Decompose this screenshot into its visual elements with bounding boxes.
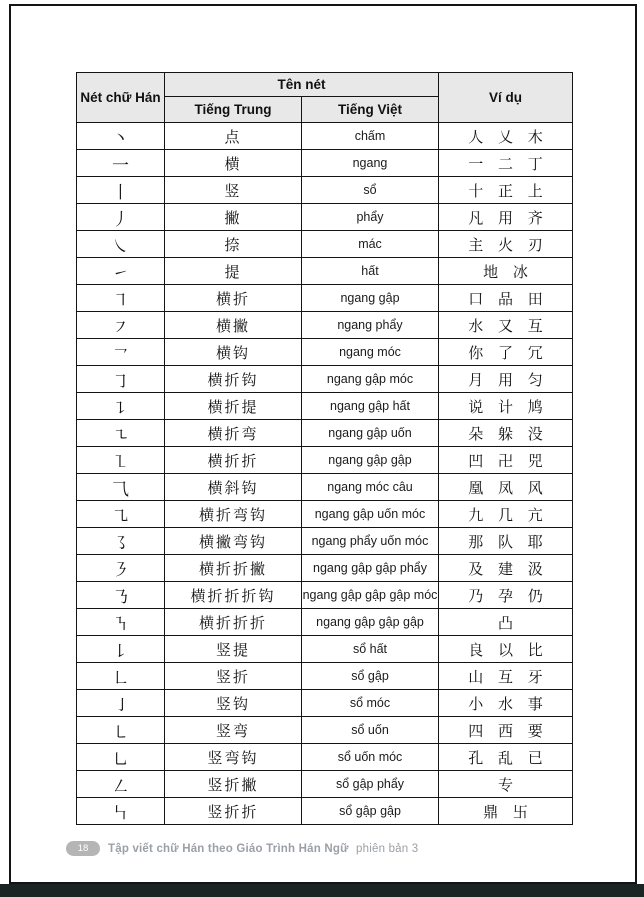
examples-cell: 凹 卍 兕 [439,447,573,474]
col-header-vietnamese: Tiếng Việt [302,97,439,123]
stroke-glyph-cell: ㇇ [77,312,165,339]
examples-cell: 地 冰 [439,258,573,285]
chinese-name-cell: 横折弯钩 [165,501,302,528]
examples-cell: 山 互 牙 [439,663,573,690]
chinese-name-cell: 竖折 [165,663,302,690]
stroke-glyph-cell: ㇀ [77,258,165,285]
stroke-glyph-cell: ㇍ [77,420,165,447]
stroke-glyph-cell: ㇚ [77,690,165,717]
table-row [77,582,573,609]
chinese-name-cell: 横折折 [165,447,302,474]
vietnamese-name-cell: ngang gập gập phẩy [302,555,439,582]
stroke-table-header [77,73,573,123]
chinese-name-cell: 竖弯钩 [165,744,302,771]
table-row [77,231,573,258]
vietnamese-name-cell: ngang gập gập gập [302,609,439,636]
col-header-group: Tên nét [165,73,439,97]
vietnamese-name-cell: sổ gập phẩy [302,771,439,798]
chinese-name-cell: 竖提 [165,636,302,663]
examples-cell: 九 几 亢 [439,501,573,528]
examples-cell: 你 了 冗 [439,339,573,366]
vietnamese-name-cell: sổ gập [302,663,439,690]
footer-edition-label: phiên bản 3 [356,842,419,855]
table-row [77,636,573,663]
examples-cell: 及 建 汲 [439,555,573,582]
vietnamese-name-cell: ngang gập móc [302,366,439,393]
table-row [77,447,573,474]
examples-cell: 口 品 田 [439,285,573,312]
chinese-name-cell: 横折折撇 [165,555,302,582]
chinese-name-cell: 横折折折 [165,609,302,636]
vietnamese-name-cell: ngang gập uốn móc [302,501,439,528]
table-row [77,366,573,393]
stroke-glyph-cell: 丶 [77,123,165,150]
examples-cell: 十 正 上 [439,177,573,204]
chinese-name-cell: 横斜钩 [165,474,302,501]
chinese-name-cell: 横折提 [165,393,302,420]
examples-cell: 人 乂 木 [439,123,573,150]
chinese-name-cell: 横折钩 [165,366,302,393]
examples-cell: 专 [439,771,573,798]
table-row [77,690,573,717]
stroke-glyph-cell: ㇟ [77,744,165,771]
table-row [77,798,573,825]
table-row [77,744,573,771]
examples-cell: 乃 孕 仍 [439,582,573,609]
table-row [77,555,573,582]
examples-cell: 凡 用 齐 [439,204,573,231]
examples-cell: 月 用 匀 [439,366,573,393]
col-header-chinese: Tiếng Trung [165,97,302,123]
chinese-name-cell: 横折 [165,285,302,312]
table-row [77,501,573,528]
chinese-name-cell: 横折折折钩 [165,582,302,609]
vietnamese-name-cell: sổ uốn móc [302,744,439,771]
vietnamese-name-cell: ngang gập [302,285,439,312]
examples-cell: 一 二 丁 [439,150,573,177]
table-row [77,528,573,555]
stroke-table-body [77,123,573,825]
col-header-examples: Ví dụ [439,73,573,123]
examples-cell: 水 又 互 [439,312,573,339]
stroke-glyph-cell: ㇊ [77,393,165,420]
stroke-glyph-cell: ㇈ [77,501,165,528]
table-row [77,123,573,150]
stroke-glyph-cell: ㇆ [77,366,165,393]
stroke-glyph-cell: ㇡ [77,582,165,609]
stroke-glyph-cell: ㇙ [77,636,165,663]
examples-cell: 四 西 要 [439,717,573,744]
vietnamese-name-cell: ngang móc [302,339,439,366]
bottom-page-bar [0,884,644,897]
chinese-name-cell: 竖钩 [165,690,302,717]
table-row [77,258,573,285]
vietnamese-name-cell: ngang phẩy [302,312,439,339]
examples-cell: 凸 [439,609,573,636]
vietnamese-name-cell: ngang móc câu [302,474,439,501]
chinese-name-cell: 撇 [165,204,302,231]
examples-cell: 良 以 比 [439,636,573,663]
vietnamese-name-cell: ngang gập gập [302,447,439,474]
stroke-table [76,72,573,825]
stroke-glyph-cell: 一 [77,150,165,177]
chinese-name-cell: 横撇弯钩 [165,528,302,555]
examples-cell: 鼎 卐 [439,798,573,825]
footer-text [108,843,418,855]
table-row [77,717,573,744]
examples-cell: 说 计 鸠 [439,393,573,420]
vietnamese-name-cell: ngang gập gập gập móc [302,582,439,609]
vietnamese-name-cell: ngang phẩy uốn móc [302,528,439,555]
header-row-top [77,73,573,97]
vietnamese-name-cell: ngang gập uốn [302,420,439,447]
stroke-glyph-cell: ㇕ [77,285,165,312]
table-row [77,177,573,204]
vietnamese-name-cell: phẩy [302,204,439,231]
table-row [77,663,573,690]
chinese-name-cell: 点 [165,123,302,150]
chinese-name-cell: 横 [165,150,302,177]
stroke-glyph-cell: ㇗ [77,663,165,690]
examples-cell: 凰 凤 风 [439,474,573,501]
stroke-glyph-cell: ㇄ [77,717,165,744]
vietnamese-name-cell: hất [302,258,439,285]
table-row [77,609,573,636]
page-number-badge: 18 [66,841,100,856]
stroke-glyph-cell: ㇞ [77,798,165,825]
vietnamese-name-cell: chấm [302,123,439,150]
table-row [77,204,573,231]
page-footer [66,841,418,856]
stroke-glyph-cell: 丨 [77,177,165,204]
table-row [77,420,573,447]
chinese-name-cell: 捺 [165,231,302,258]
chinese-name-cell: 横撇 [165,312,302,339]
vietnamese-name-cell: ngang gập hất [302,393,439,420]
stroke-glyph-cell: ㇌ [77,528,165,555]
examples-cell: 主 火 刃 [439,231,573,258]
footer-book-title: Tập viết chữ Hán theo Giáo Trình Hán Ngữ [108,842,349,855]
vietnamese-name-cell: ngang [302,150,439,177]
stroke-glyph-cell: ㇅ [77,447,165,474]
table-row [77,285,573,312]
stroke-glyph-cell: ㇋ [77,555,165,582]
vietnamese-name-cell: sổ hất [302,636,439,663]
vietnamese-name-cell: sổ gập gập [302,798,439,825]
table-row [77,312,573,339]
table-row [77,150,573,177]
stroke-glyph-cell: ⺄ [77,474,165,501]
table-row [77,339,573,366]
chinese-name-cell: 横钩 [165,339,302,366]
vietnamese-name-cell: sổ móc [302,690,439,717]
stroke-glyph-cell: ㇜ [77,771,165,798]
chinese-name-cell: 竖 [165,177,302,204]
chinese-name-cell: 横折弯 [165,420,302,447]
examples-cell: 小 水 事 [439,690,573,717]
chinese-name-cell: 竖折折 [165,798,302,825]
examples-cell: 那 队 耶 [439,528,573,555]
vietnamese-name-cell: mác [302,231,439,258]
chinese-name-cell: 竖折撇 [165,771,302,798]
examples-cell: 孔 乱 已 [439,744,573,771]
table-row [77,393,573,420]
col-header-stroke: Nét chữ Hán [77,73,165,123]
chinese-name-cell: 竖弯 [165,717,302,744]
chinese-name-cell: 提 [165,258,302,285]
table-row [77,474,573,501]
examples-cell: 朵 躲 没 [439,420,573,447]
stroke-glyph-cell: ㇎ [77,609,165,636]
stroke-glyph-cell: 丿 [77,204,165,231]
vietnamese-name-cell: sổ [302,177,439,204]
table-row [77,771,573,798]
vietnamese-name-cell: sổ uốn [302,717,439,744]
stroke-glyph-cell: ㇏ [77,231,165,258]
stroke-glyph-cell: ㇖ [77,339,165,366]
